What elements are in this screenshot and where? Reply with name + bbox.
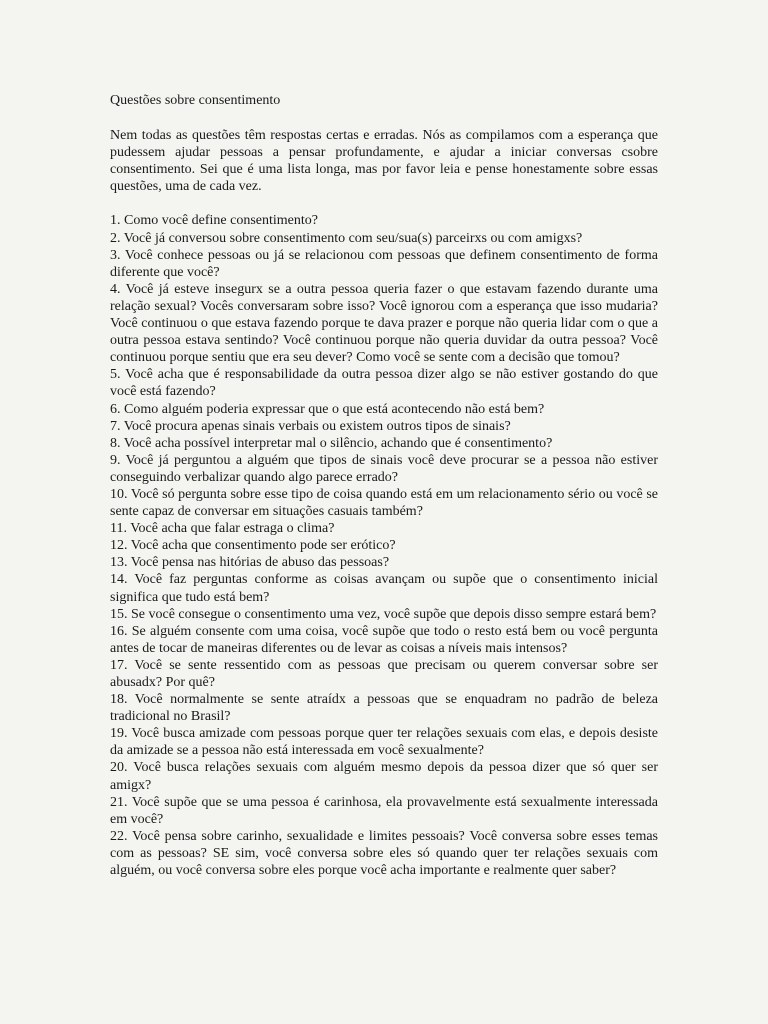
question-item: 9. Você já perguntou a alguém que tipos de sinais você deve procurar se a pessoa não estiver conseguindo verbalizar quando algo parece errado? — [110, 452, 658, 485]
question-item: 3. Você conhece pessoas ou já se relacionou com pessoas que definem consentimento de forma diferente que você? — [110, 247, 658, 280]
question-item: 11. Você acha que falar estraga o clima? — [110, 521, 335, 537]
question-item: 14. Você faz perguntas conforme as coisas avançam ou supõe que o consentimento inicial significa que tudo está bem? — [110, 572, 658, 605]
question-item: 7. Você procura apenas sinais verbais ou existem outros tipos de sinais? — [110, 418, 511, 434]
question-item: 12. Você acha que consentimento pode ser erótico? — [110, 538, 396, 554]
question-item: 20. Você busca relações sexuais com alguém mesmo depois da pessoa dizer que só quer ser amigx? — [110, 760, 658, 793]
question-list — [110, 212, 658, 879]
question-item: 5. Você acha que é responsabilidade da outra pessoa dizer algo se não estiver gostando do que você está fazendo? — [110, 367, 658, 400]
question-item: 17. Você se sente ressentido com as pessoas que precisam ou querem conversar sobre ser abusadx? Por quê? — [110, 657, 658, 690]
question-item: 19. Você busca amizade com pessoas porque quer ter relações sexuais com elas, e depois desiste da amizade se a pessoa não está interessada em você sexualmente? — [110, 726, 658, 759]
question-item: 15. Se você consegue o consentimento uma vez, você supõe que depois disso sempre estará bem? — [110, 606, 657, 622]
intro-paragraph: Nem todas as questões têm respostas certas e erradas. Nós as compilamos com a esperança que pudessem ajudar pessoas a pensar profundamente, e ajudar a iniciar conversas csobre consentimento. Sei que é uma lista longa, mas por favor leia e pense honestamente sobre essas questões, uma de cada vez. — [110, 128, 658, 195]
question-item: 1. Como você define consentimento? — [110, 213, 318, 229]
question-item: 4. Você já esteve insegurx se a outra pessoa queria fazer o que estavam fazendo durante uma relação sexual? Vocês conversaram sobre isso? Você ignorou com a esperança que isso mudaria? Você continuou o que estava fazendo porque te dava prazer e porque não queria lidar com o que a outra pessoa estava sentindo? Você continuou porque não queria duvidar da outra pessoa? Você continuou porque sentiu que era seu dever? Como você se sente com a decisão que tomou? — [110, 281, 658, 366]
question-item: 6. Como alguém poderia expressar que o que está acontecendo não está bem? — [110, 401, 545, 417]
question-item: 13. Você pensa nas hitórias de abuso das pessoas? — [110, 555, 390, 571]
document-body — [110, 92, 658, 879]
question-item: 22. Você pensa sobre carinho, sexualidade e limites pessoais? Você conversa sobre esses temas com as pessoas? SE sim, você conversa sobre eles só quando quer ter relações sexuais com alguém, ou você conversa sobre eles porque você acha importante e realmente quer saber? — [110, 828, 658, 879]
question-item: 8. Você acha possível interpretar mal o silêncio, achando que é consentimento? — [110, 435, 553, 451]
question-item: 21. Você supõe que se uma pessoa é carinhosa, ela provavelmente está sexualmente interessada em você? — [110, 794, 658, 827]
question-item: 18. Você normalmente se sente atraídx a pessoas que se enquadram no padrão de beleza tradicional no Brasil? — [110, 692, 658, 725]
question-item: 16. Se alguém consente com uma coisa, você supõe que todo o resto está bem ou você pergunta antes de tocar de maneiras diferentes ou de levar as coisas a níveis mais intensos? — [110, 623, 658, 656]
question-item: 2. Você já conversou sobre consentimento com seu/sua(s) parceirxs ou com amigxs? — [110, 230, 583, 246]
question-item: 10. Você só pergunta sobre esse tipo de coisa quando está em um relacionamento sério ou você se sente capaz de conversar em situações casuais também? — [110, 486, 658, 520]
document-title: Questões sobre consentimento — [110, 93, 281, 108]
